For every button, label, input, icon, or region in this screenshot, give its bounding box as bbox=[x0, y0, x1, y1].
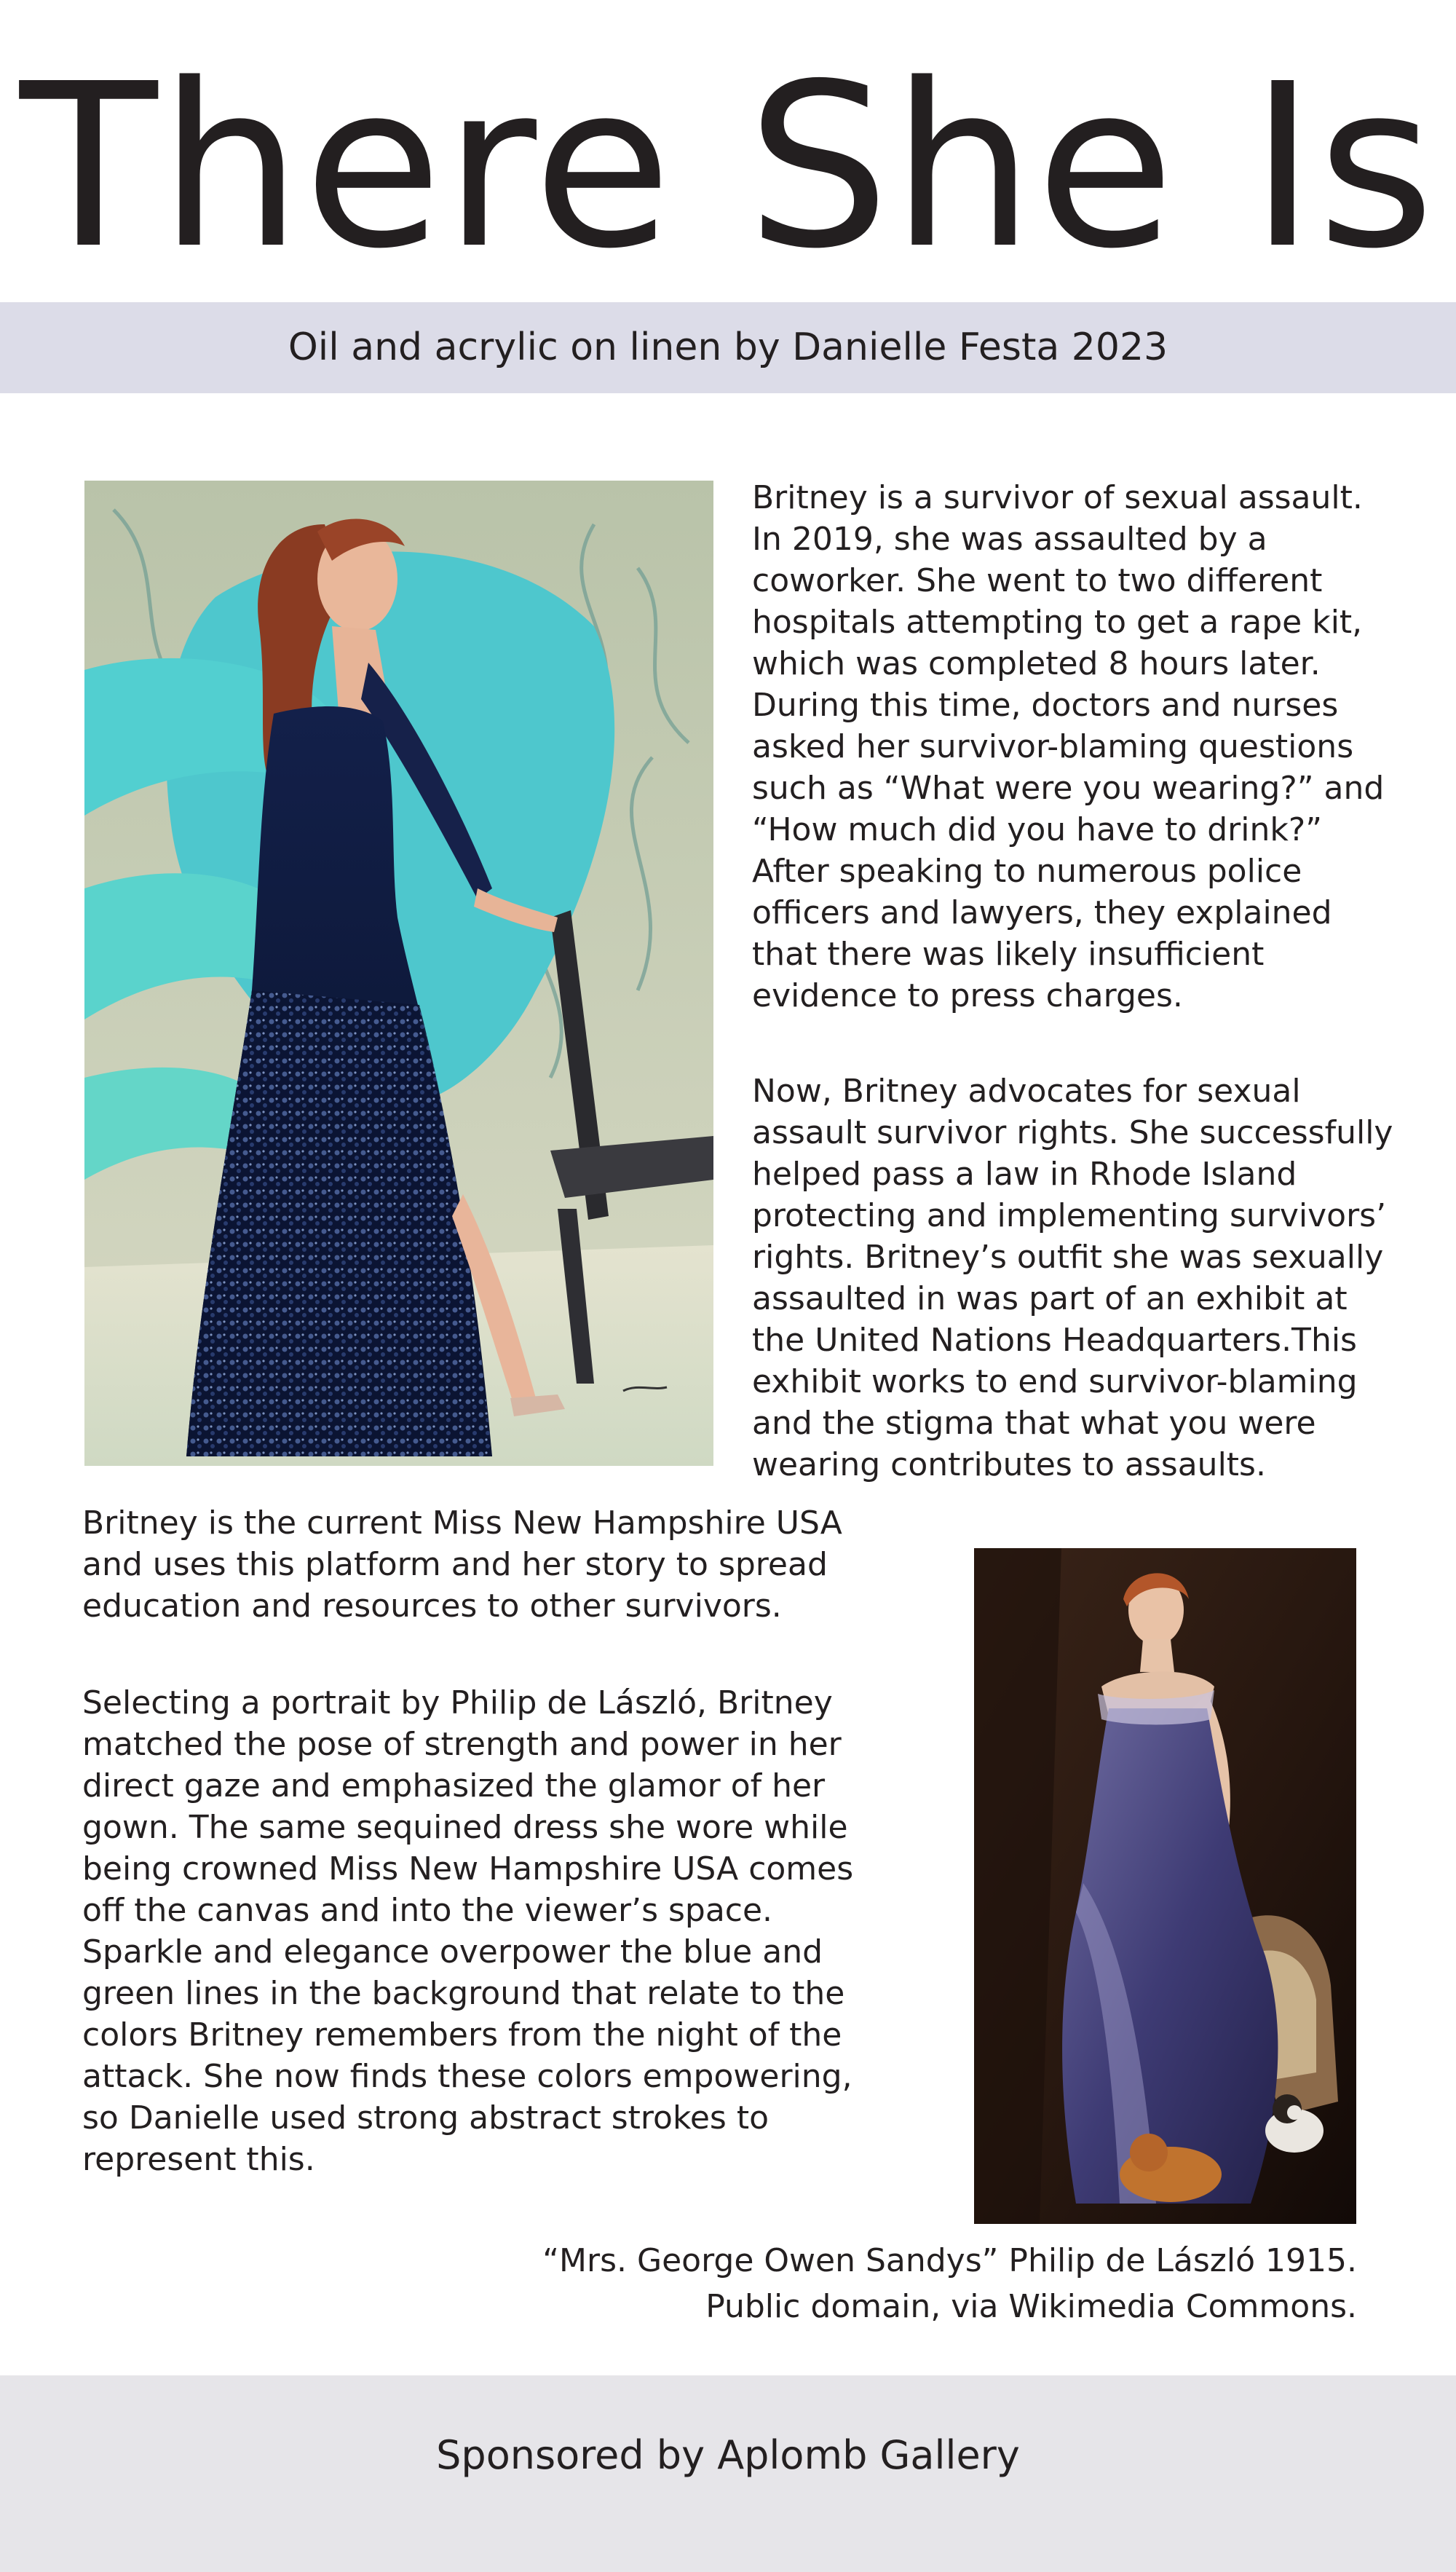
sponsor-text: Sponsored by Aplomb Gallery bbox=[436, 2432, 1020, 2478]
text-line: which was completed 8 hours later. bbox=[752, 645, 1321, 682]
caption-line: “Mrs. George Owen Sandys” Philip de László 1915. bbox=[542, 2242, 1357, 2279]
text-line: so Danielle used strong abstract strokes to bbox=[82, 2099, 769, 2137]
text-line: protecting and implementing survivors’ bbox=[752, 1197, 1387, 1234]
text-line: and the stigma that what you were bbox=[752, 1405, 1316, 1442]
text-line: hospitals attempting to get a rape kit, bbox=[752, 604, 1363, 641]
text-line: and uses this platform and her story to spread bbox=[82, 1546, 828, 1583]
text-line: wearing contributes to assaults. bbox=[752, 1446, 1266, 1483]
text-line: Britney is a survivor of sexual assault. bbox=[752, 479, 1363, 516]
text-line: gown. The same sequined dress she wore while bbox=[82, 1809, 848, 1846]
text-line: that there was likely insufficient bbox=[752, 936, 1265, 973]
text-line: “How much did you have to drink?” bbox=[752, 811, 1322, 848]
subtitle: Oil and acrylic on linen by Danielle Festa 2023 bbox=[288, 326, 1168, 369]
text-line: colors Britney remembers from the night of the bbox=[82, 2016, 842, 2054]
reference-painting-caption bbox=[542, 2238, 1357, 2330]
text-line: matched the pose of strength and power in her bbox=[82, 1726, 842, 1763]
paragraph-advocacy bbox=[752, 1070, 1393, 1486]
text-line: assault survivor rights. She successfully bbox=[752, 1114, 1393, 1151]
text-line: In 2019, she was assaulted by a bbox=[752, 521, 1267, 558]
text-line: coworker. She went to two different bbox=[752, 562, 1323, 599]
text-line: attack. She now finds these colors empowering, bbox=[82, 2058, 852, 2095]
poster-title: There She Is bbox=[20, 36, 1436, 299]
main-painting bbox=[84, 481, 713, 1466]
text-line: After speaking to numerous police bbox=[752, 853, 1302, 890]
paragraph-assault-story bbox=[752, 477, 1384, 1017]
text-line: green lines in the background that relate to the bbox=[82, 1975, 845, 2012]
paragraph-miss-nh bbox=[82, 1502, 842, 1627]
text-line: education and resources to other survivors. bbox=[82, 1587, 782, 1625]
text-line: Selecting a portrait by Philip de László, Britney bbox=[82, 1684, 833, 1721]
paragraph-portrait-description bbox=[82, 1682, 853, 2180]
text-line: Now, Britney advocates for sexual bbox=[752, 1073, 1301, 1110]
text-line: rights. Britney’s outfit she was sexually bbox=[752, 1239, 1384, 1276]
reference-painting bbox=[974, 1548, 1356, 2224]
text-line: the United Nations Headquarters.This bbox=[752, 1322, 1357, 1359]
footer-band bbox=[0, 2375, 1456, 2572]
text-line: helped pass a law in Rhode Island bbox=[752, 1156, 1297, 1193]
text-line: evidence to press charges. bbox=[752, 977, 1183, 1014]
text-line: asked her survivor-blaming questions bbox=[752, 728, 1354, 765]
text-line: such as “What were you wearing?” and bbox=[752, 770, 1385, 807]
text-line: being crowned Miss New Hampshire USA comes bbox=[82, 1850, 854, 1887]
text-line: Britney is the current Miss New Hampshire USA bbox=[82, 1504, 842, 1542]
text-line: assaulted in was part of an exhibit at bbox=[752, 1280, 1348, 1317]
text-line: Sparkle and elegance overpower the blue and bbox=[82, 1933, 823, 1971]
subtitle-band bbox=[0, 302, 1456, 393]
text-line: officers and lawyers, they explained bbox=[752, 894, 1332, 931]
text-line: represent this. bbox=[82, 2141, 315, 2178]
text-line: During this time, doctors and nurses bbox=[752, 687, 1339, 724]
text-line: exhibit works to end survivor-blaming bbox=[752, 1363, 1358, 1400]
text-line: direct gaze and emphasized the glamor of her bbox=[82, 1767, 826, 1804]
caption-line: Public domain, via Wikimedia Commons. bbox=[705, 2288, 1357, 2325]
text-line: off the canvas and into the viewer’s space. bbox=[82, 1892, 773, 1929]
